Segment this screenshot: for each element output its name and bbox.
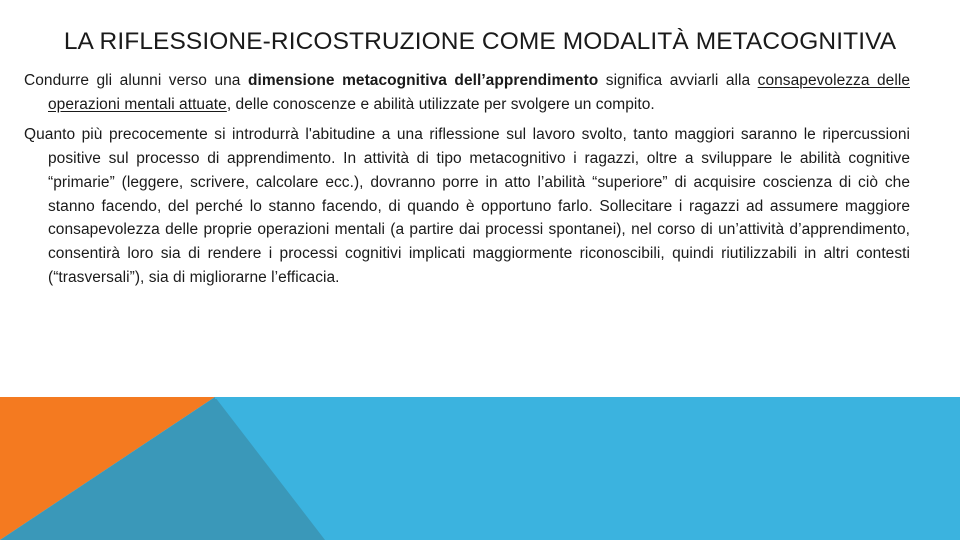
slide-title: LA RIFLESSIONE-RICOSTRUZIONE COME MODALITÀ METACOGNITIVA (63, 28, 897, 55)
paragraph-1-underlined: consapevolezza delle operazioni mentali attuate (48, 72, 910, 113)
paragraph-1-end: , delle conoscenze e abilità utilizzate per svolgere un compito. (226, 95, 655, 113)
footer-light-blue-accent (215, 397, 685, 399)
paragraph-1-middle: significa avviarli alla (598, 72, 758, 89)
paragraph-2: Quanto più precocemente si introdurrà l'abitudine a una riflessione sul lavoro svolto, tanto maggiori saranno le ripercussioni positive sul processo di apprendimento. In attività di tipo metacognitivo i ragazzi, oltre a sviluppare le abilità cognitive “primarie” (leggere, scrivere, calcolare ecc.), dovranno porre in atto l’abilità “superiore” di acquisire coscienza di ciò che stanno facendo, del perché lo stanno facendo, di quando è opportuno farlo. Sollecitare i ragazzi ad assumere maggiore consapevolezza delle proprie operazioni mentali (a partire dai processi spontanei), nel corso di un’attività d’apprendimento, consentirà loro sia di rendere i processi cognitivi implicati maggiormente riconoscibili, quindi riutilizzabili in altri contesti (“trasversali”), sia di migliorarne l’efficacia. (24, 126, 910, 286)
paragraph-1-emphasis: dimensione metacognitiva dell’apprendimento (247, 72, 599, 89)
paragraph-1-intro: Condurre gli alunni verso una (24, 72, 248, 89)
